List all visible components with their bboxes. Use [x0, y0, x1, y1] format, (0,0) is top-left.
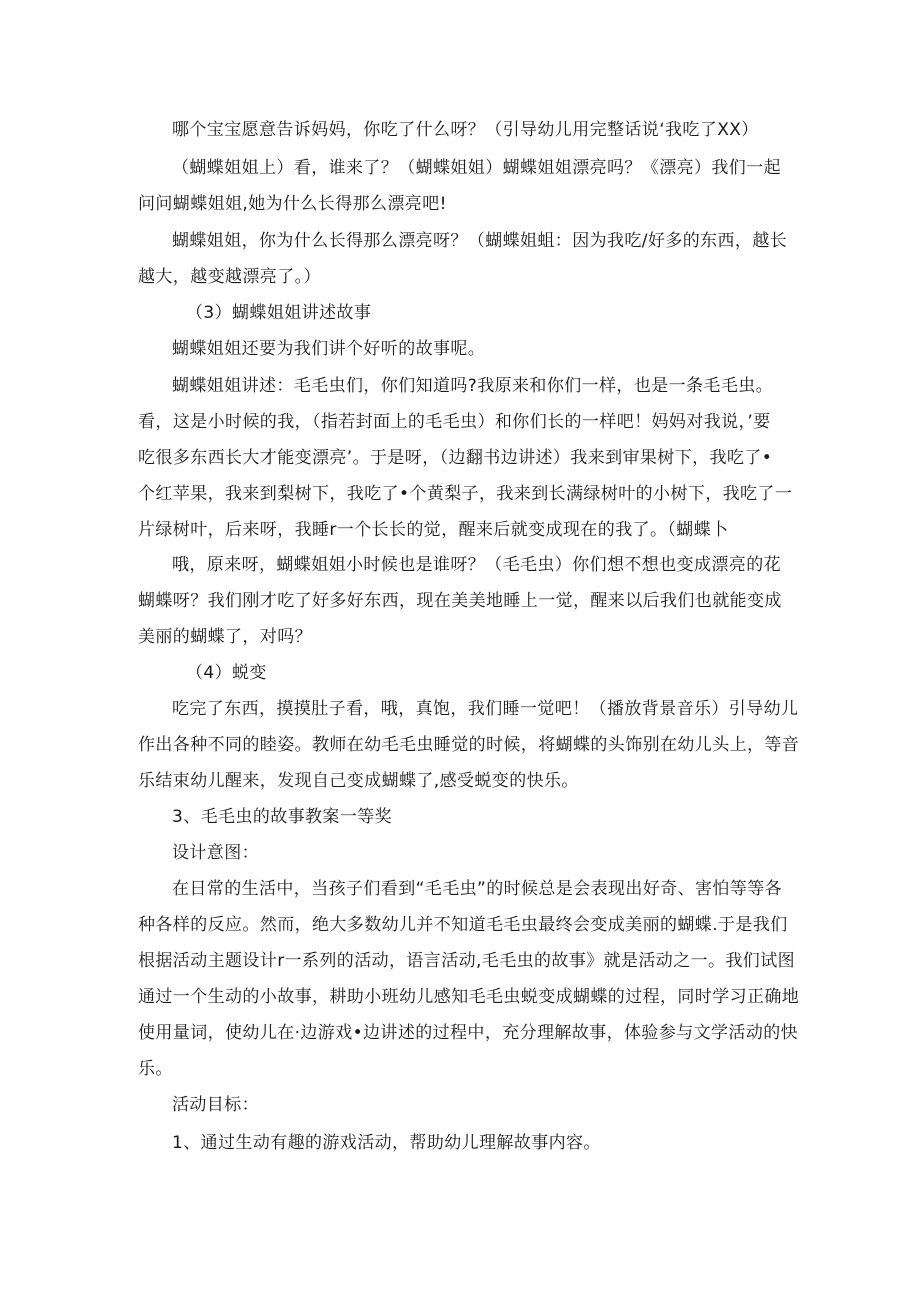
- text-line: 吃完了东西，摸摸肚子看，哦，真饱，我们睡一觉吧！（播放背景音乐）引导幼儿: [172, 699, 799, 719]
- text-line: 1、通过生动有趣的游戏活动，帮助幼儿理解故事内容。: [172, 1133, 601, 1153]
- text-line: 蝴蝶呀？我们刚才吃了好多好东西，现在美美地睡上一觉，醒来以后我们也就能变成: [138, 591, 782, 611]
- text-line: （3）蝴蝶姐姐讲述故事: [186, 303, 372, 323]
- paragraph-story-intro: [138, 331, 822, 367]
- section-heading-4: [138, 655, 836, 691]
- text-line: 越大，越变越漂亮了。）: [138, 267, 321, 287]
- heading-activity-goals: [138, 1087, 822, 1123]
- section-title-lesson-plan: [138, 799, 822, 835]
- text-line: 在日常的生活中，当孩子们看到“毛毛虫”的时候总是会表现出好奇、害怕等等各: [172, 879, 783, 899]
- text-line: 种各样的反应。然而，绝大多数幼儿并不知道毛毛虫最终会变成美丽的蝴蝶.于是我们: [138, 915, 788, 935]
- paragraph-question-what-eaten: [138, 112, 822, 148]
- text-line: （4）蜕变: [186, 663, 267, 683]
- goal-item-1: [138, 1125, 822, 1161]
- text-line: 美丽的蝴蝶了，对吗？: [138, 627, 312, 647]
- text-line: 片绿树叶，后来呀，我睡r一个长长的觉，醒来后就变成现在的我了。（蝴蝶卜: [138, 520, 729, 540]
- text-line: 根据活动主题设计r一系列的活动，语言活动,毛毛虫的故事》就是活动之一。我们试图: [138, 951, 795, 971]
- text-line: 通过一个生动的小故事，耕助小班幼儿感知毛毛虫蜕变成蝴蝶的过程，同时学习正确地: [138, 987, 800, 1007]
- paragraph-why-beautiful: [138, 223, 788, 295]
- text-line: 蝴蝶姐姐还要为我们讲个好听的故事呢。: [172, 339, 486, 359]
- text-line: 哦，原来呀，蝴蝶姐姐小时候也是谁呀？（毛毛虫）你们想不想也变成漂亮的花: [172, 555, 781, 575]
- paragraph-butterfly-story: [138, 368, 793, 548]
- text-line: 3、毛毛虫的故事教案一等奖: [172, 807, 393, 827]
- text-line: 吃很多东西长大才能变漂亮’。于是呀，（边翻书边讲述）我来到审果树下，我吃了•: [138, 448, 773, 468]
- paragraph-caterpillar-question: [138, 547, 788, 655]
- text-line: 乐。: [138, 1059, 173, 1079]
- text-line: 个红苹果，我来到梨树下，我吃了•个黄梨子，我来到长满绿树叶的小树下，我吃了一: [138, 484, 793, 504]
- text-line: 看，这是小时候的我，（指若封面上的毛毛虫）和你们长的一样吧！妈妈对我说，’要: [138, 412, 771, 432]
- paragraph-transformation: [138, 691, 800, 799]
- text-line: 哪个宝宝愿意告诉妈妈，你吃了什么呀？（引导幼儿用完整话说‘我吃了XX）: [172, 120, 759, 140]
- text-line: 作出各种不同的睦姿。教师在幼毛毛虫睡觉的时候，将蝴蝶的头饰别在幼儿头上，等音: [138, 735, 800, 755]
- paragraph-design-intent: [138, 871, 800, 1087]
- text-line: 乐结束幼儿醒来，发现自己变成蝴蝶了,感受蜕变的快乐。: [138, 771, 579, 791]
- heading-design-intent: [138, 835, 822, 871]
- text-line: 蝴蝶姐姐讲述：毛毛虫们，你们知道吗?我原来和你们一样，也是一条毛毛虫。: [172, 376, 774, 396]
- text-line: 蝴蝶姐姐，你为什么长得那么漂亮呀？（蝴蝶姐蛆：因为我吃/好多的东西，越长: [172, 231, 788, 251]
- paragraph-butterfly-enters: [138, 150, 788, 222]
- section-heading-3: [138, 295, 836, 331]
- text-line: 问问蝴蝶姐姐,她为什么长得那么漂亮吧!: [138, 194, 447, 214]
- text-line: 设计意图：: [172, 843, 259, 863]
- text-line: 使用量词，使幼儿在·边游戏•边讲述的过程中，充分理解故事，体验参与文学活动的快: [138, 1023, 799, 1043]
- text-line: （蝴蝶姐姐上）看，谁来了？（蝴蝶姐姐）蝴蝶姐姐漂亮吗？《漂亮）我们一起: [172, 158, 781, 178]
- text-line: 活动目标：: [172, 1095, 259, 1115]
